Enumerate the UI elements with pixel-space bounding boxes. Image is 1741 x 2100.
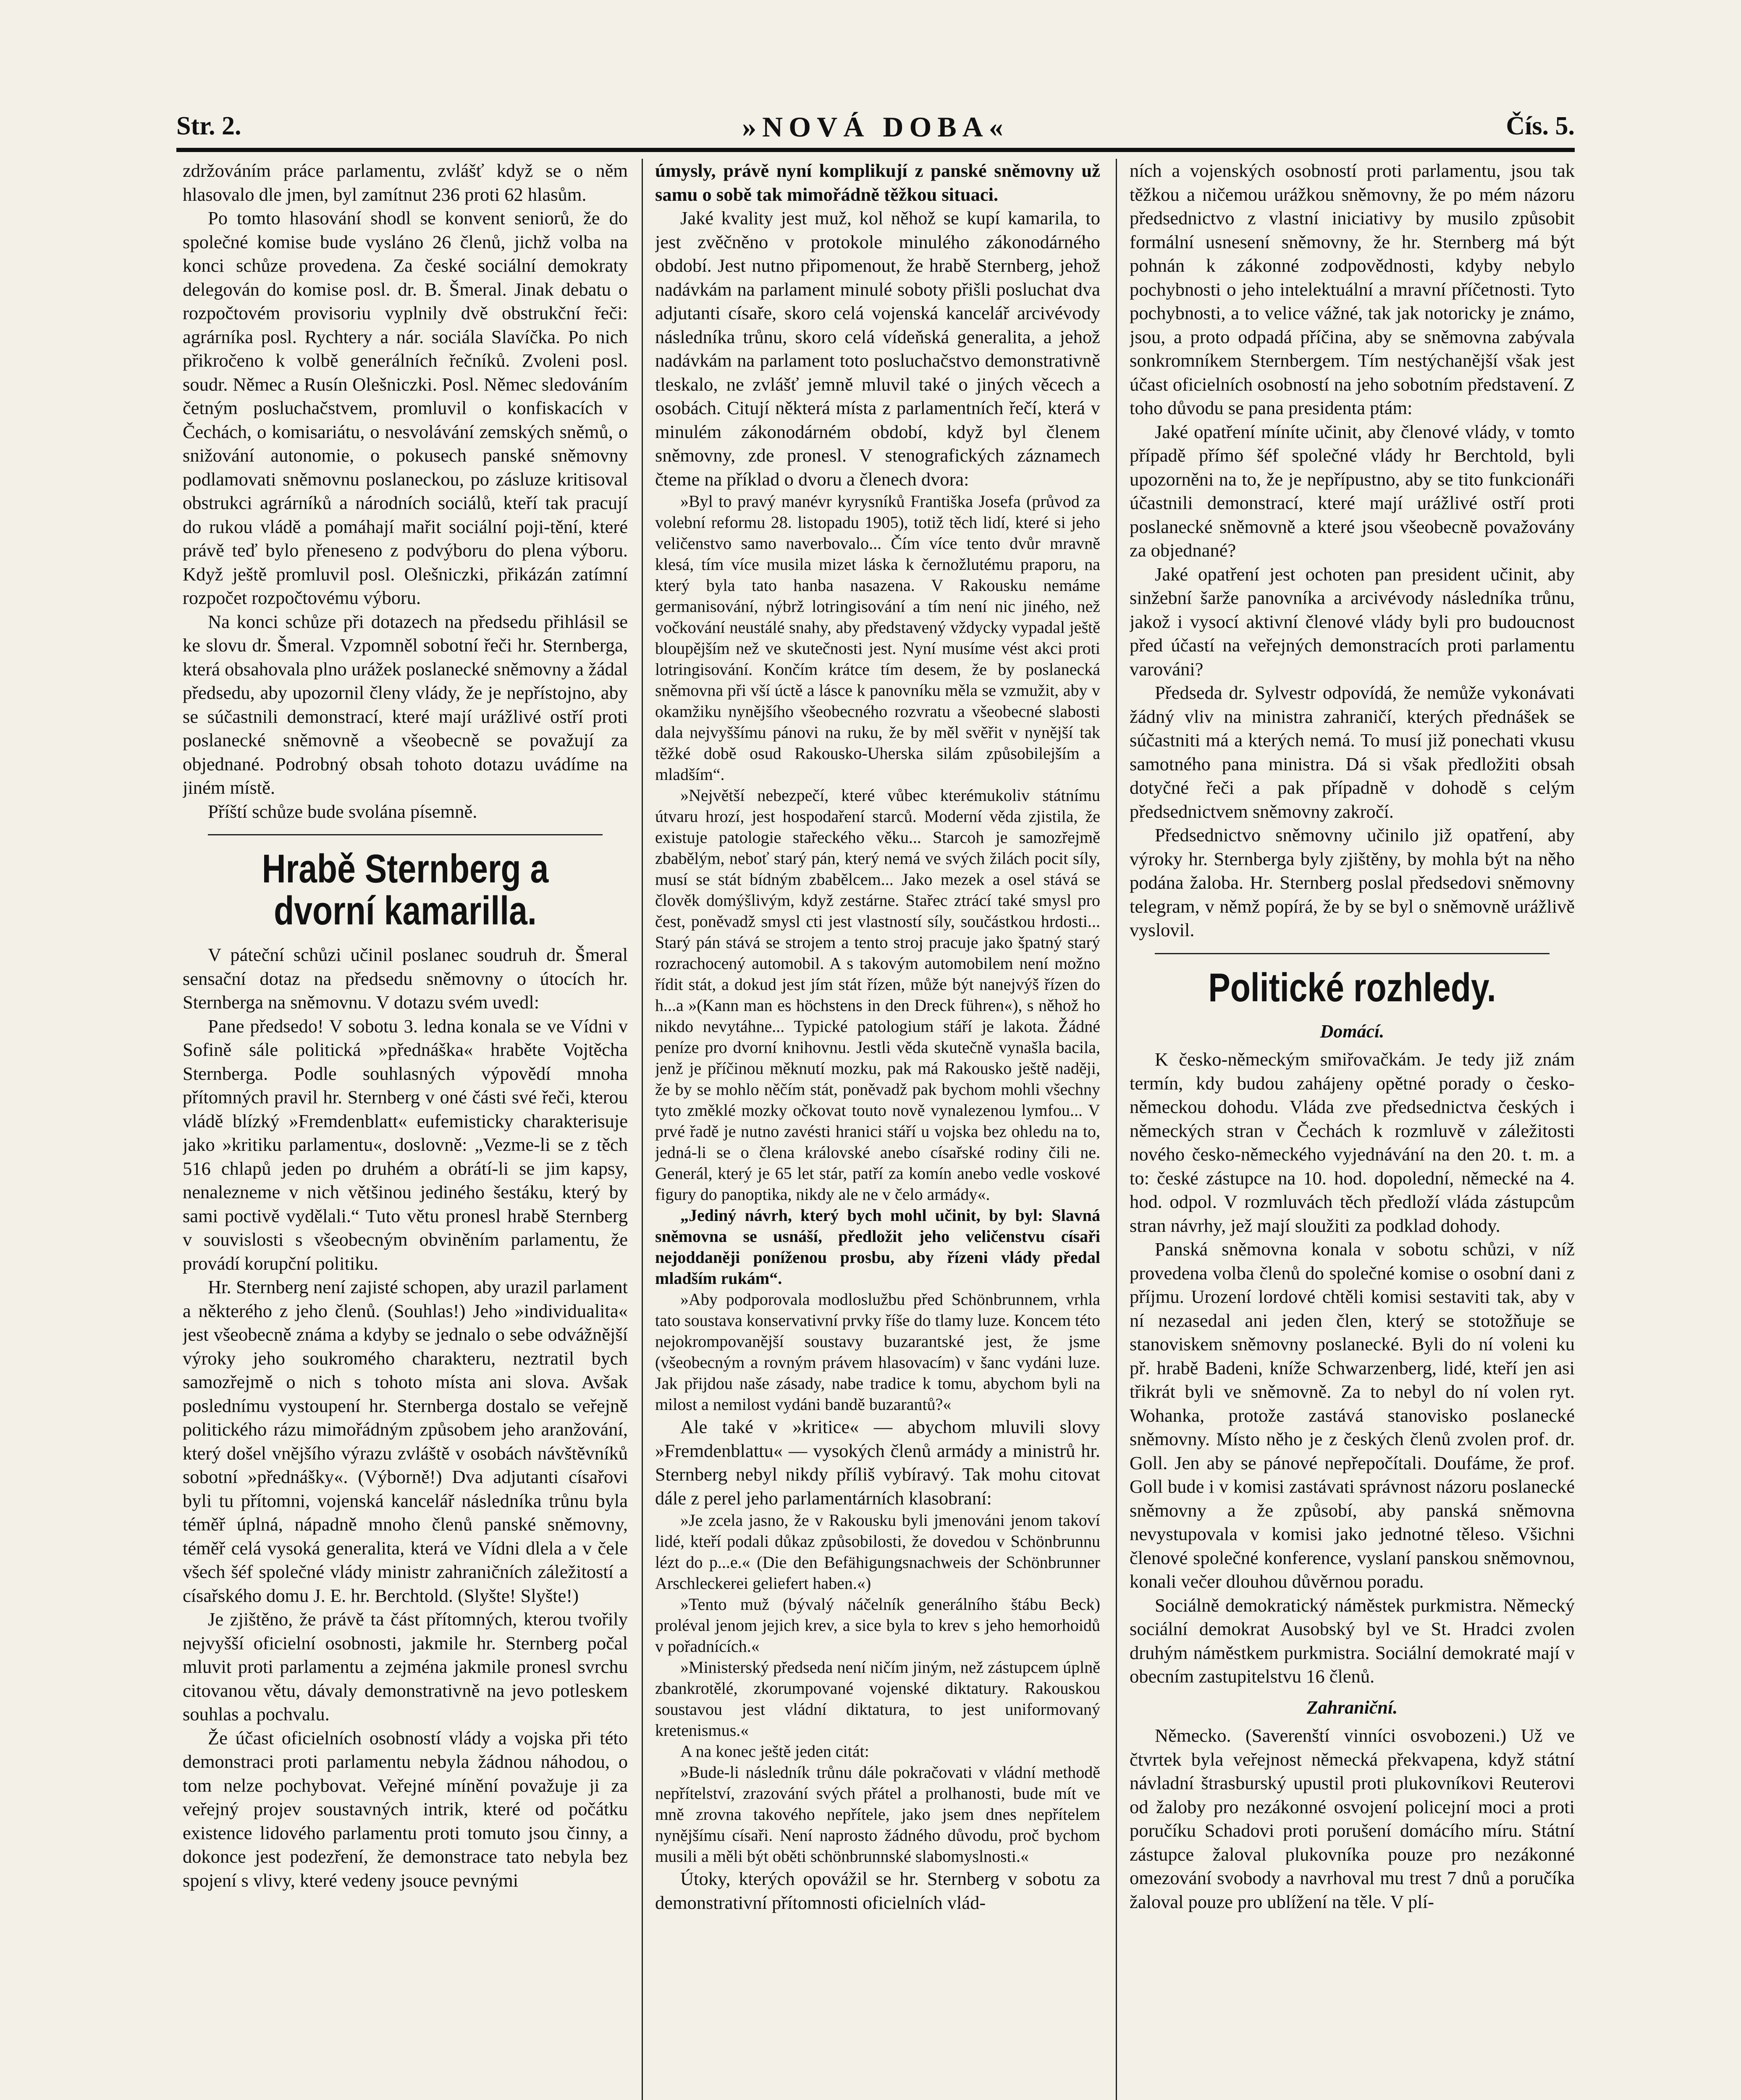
quotation: »Největší nebezpečí, které vůbec kterémukoliv státnímu útvaru hrozí, jest hospodaření starců. Moderní věda zjistila, že existuje patologie stařeckého věku... Starcoh je samozřejmě zbabělým, neboť starý pán, který nemá ve svých žilách pocit síly, musí se stát bídným zbabělcem... Jako mezek a osel stává se člověk domýšlivým, když zestárne. Stařec ztrácí také smysl pro čest, poněvadž smysl cti jest vlastností síly, součástkou hrdosti... Starý pán stává se strojem a tento stroj pracuje jako špatný starý rozrachocený automobil. A s takovým automobilem není možno řídit stát, a dokud jest jím stát řízen, může být nanejvýš řízen do h...a »(Kann man es höchstens in den Dreck führen«), s něhož ho nikdo nevytáhne... Typické patologium stáří je lakota. Žádné peníze pro dvorní knihovnu. Jestli věda skutečně vynašla bacila, jenž je příčinou měknutí mozku, pak má Rakousko ještě naději, že by se mohlo něčím stát, poněvadž pak bychom mohli všechny tyto změklé mozky očkovat touto nově vynalezenou lymfou... V prvé řadě je nutno zavésti hranici stáří u vojska bez ohledu na to, jedná-li se o člena královské anebo císařské rodiny čili ne. Generál, který je 65 let stár, patří za komín anebo vedle voskové figury do panoptika, nikdy ale ne v čelo armády«. [655,786,1100,1204]
section-rubric: Domácí. [1320,1021,1384,1042]
paragraph: Jaké opatření jest ochoten pan president učinit, aby sinžební šarže panovníka a arcivévody následníka trůnu, jakož i vysocí aktivní členové vlády byli pro budoucnost před účastí na veřejných demonstracích proti parlamentu varováni? [1130,563,1575,680]
quotation: A na konec ještě jeden citát: [680,1742,869,1761]
column-3 [1130,159,1575,2100]
paragraph: V páteční schůzi učinil poslanec soudruh dr. Šmeral sensační dotaz na předsedu sněmovny o útocích hr. Sternberga na sněmovnu. V dotazu svém uvedl: [183,944,628,1013]
paragraph: Příští schůze bude svolána písemně. [208,801,477,822]
quotation: »Byl to pravý manévr kyrysníků Františka Josefa (průvod za volební reformu 28. listopadu 1905), totiž těch lidí, které si jeho veličenstvo samo naverbovalo... Čím více tento dvůr mravně klesá, tím více musila mizet láska k černožlutému praporu, na který byla tato hanba nasazena. V Rakousku nemáme germanisování, nýbrž lotringisování a tím není nic jiného, než vočkování neustálé snahy, aby představený vždycky vypadal ještě bloupějším než ve skutečnosti jest. Nyní musíme vést akci proti lotringisování. Končím krátce tím desem, že by poslanecká sněmovna při vší úctě a lásce k panovníku měla se vzmužit, aby v okamžiku nynějšího všeobecného rozvratu a všeobecné slabosti dala nejvyššímu pánovi na ruku, že by měl svěřit v nynější tak těžké době osud Rakousko-Uherska silám způsobilejším a mladším“. [655,492,1100,784]
column-2 [655,159,1100,2100]
paragraph: Na konci schůze při dotazech na předsedu přihlásil se ke slovu dr. Šmeral. Vzpomněl sobotní řeči hr. Sternberga, která obsahovala plno urážek poslanecké sněmovny a žádal předsedu, aby upozornil členy vlády, že je nepřístojno, aby se súčastnili demonstrací, které mají urážlivé ostří proti poslanecké sněmovně a všeobecně se považují za objednané. Podrobný obsah tohoto dotazu uvádíme na jiném místě. [183,611,628,798]
column-rule [642,159,643,2100]
paragraph: úmysly, právě nyní komplikují z panské sněmovny už samu o sobě tak mimořádně těžkou situaci. [655,160,1100,205]
paragraph: Jaké opatření míníte učinit, aby členové vlády, v tomto případě přímo šéf společné vlády hr Berchtold, byli upozorněni na to, že je nepřípustno, aby se tito funkcionáři účastnili demonstrací, které mají urážlivé ostří proti poslanecké sněmovně a které jsou všeobecně považovány za objednané? [1130,421,1575,561]
paragraph: Sociálně demokratický náměstek purkmistra. Německý sociální demokrat Ausobský byl ve St. Hradci zvolen druhým náměstkem purkmistra. Sociální demokraté mají v obecním zastupitelstvu 16 členů. [1130,1594,1575,1687]
quotation: »Aby podporovala modloslužbu před Schönbrunnem, vrhla tato soustava konservativní prvky říše do tlamy luze. Koncem této nejokrompovanější soustavy buzarantské jest, že jsme (všeobecným a rovným právem hlasovacím) v šanc vydáni luze. Jak přijdou naše zásady, nabe tradice k tomu, abychom byli na milost a nemilost vydáni bandě buzarantů?« [655,1290,1100,1414]
newspaper-title: »NOVÁ DOBA« [742,111,1009,143]
paragraph: Po tomto hlasování shodl se konvent seniorů, že do společné komise bude vysláno 26 členů, jichž volba na konci schůze provedena. Za české sociální demokraty delegován do komise posl. dr. B. Šmeral. Jinak debatu o rozpočtovém provisoriu vyplnily dvě obstrukční řeči: agrárníka posl. Rychtery a nár. sociála Slavíčka. Po nich přikročeno k volbě generálních řečníků. Zvoleni posl. soudr. Němec a Rusín Olešniczki. Posl. Němec sledováním četným posluchačstvem, promluvil o konfiskacích v Čechách, o komisariátu, o nesvolávání zemských sněmů, o snižování autonomie, o pokusech panské sněmovny podlamovati sněmovnu poslaneckou, po zásluze kritisoval obstrukci agrárníků a národních sociálů, kteří tak pracují do rukou vládě a pomáhají mařit sociální poji-tění, které právě teď bylo přeneseno z podvýboru do plena výboru. Když ještě promluvil posl. Olešniczki, přikázán zatímní rozpočet rozpočtovému výboru. [183,207,628,608]
issue-number: Čís. 5. [1506,112,1575,140]
column-rule [1116,159,1117,2100]
section-headline: Politické rozhledy. [1208,965,1496,1010]
paragraph: Předseda dr. Sylvestr odpovídá, že nemůže vykonávati žádný vliv na ministra zahraničí, kterých přednášek se súčastniti má a kterých nemá. To musí již ponechati vkusu samotného pana ministra. Dá si však předložiti obsah dotyčné řeči a pak případně v dohodě s celým předsednictvem sněmovny zakročí. [1130,682,1575,822]
paragraph: Německo. (Saverenští vinníci osvobozeni.) Už ve čtvrtek byla veřejnost německá překvapena, když státní návladní štrasburský upustil proti plukovníkovi Reuterovi od žaloby pro nezákonné osvojení policejní moci a proti poručíku Schadovi proti porušení domácího míru. Státní zástupce žaloval plukovníka pouze pro nezákonné omezování svobody a navrhoval mu trest 7 dnů a poručíka žaloval pouze pro ublížení na těle. V plí- [1130,1725,1575,1912]
paragraph: Útoky, kterých opovážil se hr. Sternberg v sobotu za demonstrativní přítomnosti oficielních vlád- [655,1868,1100,1913]
paragraph: zdržováním práce parlamentu, zvlášť když se o něm hlasovalo dle jmen, byl zamítnut 236 proti 62 hlasům. [183,160,628,205]
article-headline: Hrabě Sternberg a dvorní kamarilla. [262,846,549,933]
section-rubric: Zahraniční. [1306,1697,1398,1718]
header-rule [176,148,1575,152]
quotation: »Je zcela jasno, že v Rakousku byli jmenováni jenom takoví lidé, kteří podali důkaz způsobilosti, že dovedou v Schönbrunnu lézt do p...e.« (Die den Befähigungsnachweis der Schönbrunner Arschleckerei geliefert haben.«) [655,1511,1100,1593]
page-number: Str. 2. [176,112,241,140]
paragraph: Jaké kvality jest muž, kol něhož se kupí kamarila, to jest zvěčněno v protokole minulého zákonodárného období. Jest nutno připomenout, že hrabě Sternberg, jehož nadávkám na parlament minulé soboty přišli posluchat dva adjutanti císaře, skoro celá vojenská kancelář arcivévody následníka trůnu, skoro celá vídeňská generalita, a jehož nadávkám na parlament toto posluchačstvo demonstrativně tleskalo, ne zvlášť jemně mluvil také o jiných věcech a osobách. Citují některá místa z parlamentních řečí, která v minulém zákonodárném období, když byl členem sněmovny, zde pronesl. V stenografických záznamech čteme na příklad o dvoru a členech dvora: [655,207,1100,490]
column-1 [183,159,628,2100]
paragraph: K česko-německým smiřovačkám. Je tedy již znám termín, kdy budou zahájeny opětné porady o česko-německou dohodu. Vláda zve předsednictva českých i německých stran v Čechách k rozmluvě v záležitosti nového česko-německého vyjednávání na den 20. t. m. a to: české zástupce na 10. hod. dopolední, německé na 4. hod. odpol. V rozmluvách těch předloží vláda zástupcům stran návrhy, jež mají sloužiti za podklad dohody. [1130,1049,1575,1236]
paragraph: ních a vojenských osobností proti parlamentu, jsou tak těžkou a ničemou urážkou sněmovny, že po mém názoru předsednictvo z vlastní iniciativy by musilo způsobit formální usnesení sněmovny, že hr. Sternberg má být pohnán k zákonné zodpovědnosti, kdyby nebylo pochybnosti o jeho intelektuální a mravní příčetnosti. Tyto pochybnosti, a to velice vážné, tak jak notoricky je známo, jsou, a proto odpadá příčina, aby se sněmovna zabývala sonkromníkem Sternbergem. Tím nestýchanější však jest účast oficielních osobností na jeho sobotním představení. Z toho důvodu se pana presidenta ptám: [1130,160,1575,418]
paragraph: Předsednictvo sněmovny učinilo již opatření, aby výroky hr. Sternberga byly zjištěny, by mohla být na něho podána žaloba. Hr. Sternberg poslal předsedovi sněmovny telegram, v němž popírá, že by se byl o sněmovně urážlivě vyslovil. [1130,824,1575,940]
quotation: »Ministerský předseda není ničím jiným, než zástupcem úplně zbankrotělé, zkorumpované vojenské diktatury. Rakouskou soustavou jest vládní diktatura, to jest uniformovaný kretenismus.« [655,1658,1100,1740]
quotation: »Bude-li následník trůnu dále pokračovati v vládní methodě nepřítelství, zrazování svých přátel a prolhanosti, bude mít ve mně zrovna takového nepřítele, jako jsem dnes nepřítelem nynějšímu císaři. Není naprosto žádného důvodu, proč bychom musili a měli být oběti schönbrunnské slabomyslnosti.« [655,1763,1100,1866]
paragraph: Panská sněmovna konala v sobotu schůzi, v níž provedena volba členů do společné komise o osobní dani z příjmu. Urození lordové chtěli komisi sestaviti tak, aby v ní nezasedal ani jeden člen, který se stotožňuje se stanoviskem sněmovny poslanecké. Byli do ní voleni ku př. hrabě Badeni, kníže Schwarzenberg, lidé, kteří jen asi třikrát byli ve sněmovně. Za to nebyl do ní volen ryt. Wohanka, protože zastává stanovisko poslanecké sněmovny. Místo něho je z českých členů zvolen prof. dr. Goll. Jen aby se pánové nepřepočítali. Doufáme, že prof. Goll bude i v komisi zastávati správnost názoru poslanecké sněmovny a že způsobí, aby panská sněmovna nevystupovala v komisi jako jednotné těleso. Všichni členové společné konference, vyslaní panskou sněmovnou, konali večer dlouhou důvěrnou poradu. [1130,1239,1575,1592]
quotation: »Tento muž (bývalý náčelník generálního štábu Beck) proléval jenom jejich krev, a sice byla to krev s jeho hemorhoidů v pořadnících.« [655,1595,1100,1656]
paragraph: Hr. Sternberg není zajisté schopen, aby urazil parlament a některého z jeho členů. (Souhlas!) Jeho »individualita« jest všeobecně známa a kdyby se jednalo o sebe odvážnější výroky jeho soukromého charakteru, neztratil bych samozřejmě o nich s tohoto místa ani slova. Avšak poslednímu vystoupení hr. Sternberga dostalo se veřejně politického rázu mimořádným způsobem jeho aranžování, který došel vnějšího výrazu zvláště v osobách návštěvníků sobotní »přednášky«. (Výborně!) Dva adjutanti císařovi byli tu přítomni, vojenská kancelář následníka trůnu byla téměř úplná, nápadně mnoho členů panské sněmovny, téměř celá vysoká generalita, která ve Vídni dlela a v čele všech šéf společné vlády ministr zahraničních záležitostí a císařského domu J. E. hr. Berchtold. (Slyšte! Slyšte!) [183,1276,628,1606]
paragraph: Pane předsedo! V sobotu 3. ledna konala se ve Vídni v Sofině sále politická »přednáška« hraběte Vojtěcha Sternberga. Podle souhlasných výpovědí mnoha přítomných pravil hr. Sternberg v oné části své řeči, kterou vládě blízký »Fremdenblatt« eufemisticky charakterisuje jako »kritiku parlamentu«, doslovně: „Vezme-li se z těch 516 chlapů jeden po druhém a obrátí-li se jim kapsy, nenalezneme v nich většinou jediného šestáku, který by sami poctivě vydělali.“ Tuto větu pronesl hrabě Sternberg v souvislosti s všeobecným obviněním parlamentu, že provádí korupční politiku. [183,1015,628,1274]
paragraph: Ale také v »kritice« — abychom mluvili slovy »Fremdenblattu« — vysokých členů armády a ministrů hr. Sternberg nebyl nikdy příliš vybíravý. Tak mohu citovat dále z perel jeho parlamentárních klasobraní: [655,1416,1100,1509]
paragraph: Že účast oficielních osobností vlády a vojska při této demonstraci proti parlamentu nebyla žádnou náhodou, o tom nelze pochybovat. Veřejné mínění považuje ji za veřejný projev soustavných intrik, které od počátku existence lidového parlamentu proti tomuto jsou činny, a dokonce jest podezření, že demonstrace tato nebyla bez spojení s vlivy, které vedeny jsouce pevnými [183,1727,628,1891]
paragraph: Je zjištěno, že právě ta část přítomných, kterou tvořily nejvyšší oficielní osobnosti, jakmile hr. Sternberg počal mluvit proti parlamentu a zejména jakmile pronesl svrchu citovanou větu, dávaly demonstrativně na jevo potleskem souhlas a pochvalu. [183,1609,628,1725]
article-separator [208,834,603,835]
page-header [176,107,1575,153]
quotation: „Jediný návrh, který bych mohl učinit, by byl: Slavná sněmovna se usnáší, předložit jeho veličenstvu císaři nejoddaněji poníženou prosbu, aby řízeni vlády předal mladším rukám“. [655,1206,1100,1288]
article-separator [1155,953,1550,954]
